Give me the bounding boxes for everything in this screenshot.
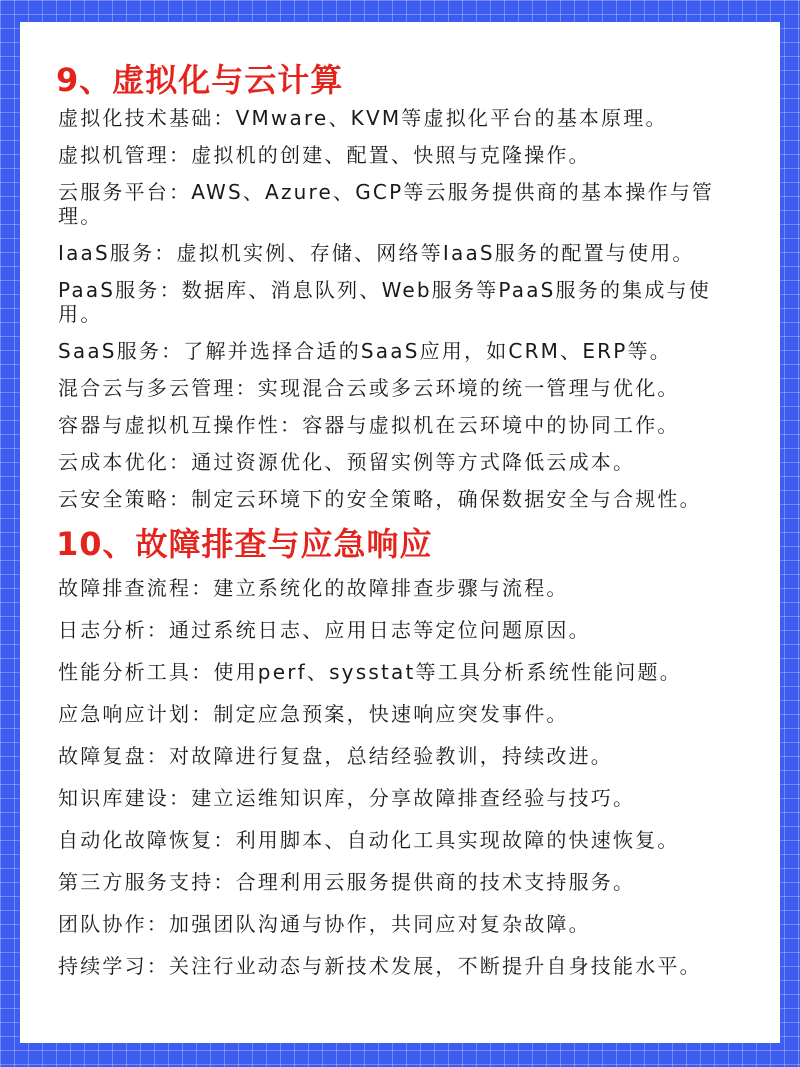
list-item: 日志分析：通过系统日志、应用日志等定位问题原因。 — [58, 618, 591, 642]
section-title: 10、故障排查与应急响应 — [56, 525, 433, 563]
list-item: 第三方服务支持：合理利用云服务提供商的技术支持服务。 — [58, 870, 636, 894]
list-item: 团队协作：加强团队沟通与协作，共同应对复杂故障。 — [58, 912, 591, 936]
list-item: 虚拟化技术基础：VMware、KVM等虚拟化平台的基本原理。 — [58, 106, 668, 130]
list-item: 故障排查流程：建立系统化的故障排查步骤与流程。 — [58, 576, 569, 600]
section-virtualization-cloud — [58, 60, 760, 511]
list-item: 故障复盘：对故障进行复盘，总结经验教训，持续改进。 — [58, 744, 613, 768]
list-item: 容器与虚拟机互操作性：容器与虚拟机在云环境中的协同工作。 — [58, 413, 680, 437]
list-item: 云服务平台：AWS、Azure、GCP等云服务提供商的基本操作与管理。 — [58, 180, 715, 228]
list-item: 云成本优化：通过资源优化、预留实例等方式降低云成本。 — [58, 450, 636, 474]
list-item: SaaS服务：了解并选择合适的SaaS应用，如CRM、ERP等。 — [58, 339, 672, 363]
list-item: 性能分析工具：使用perf、sysstat等工具分析系统性能问题。 — [58, 660, 682, 684]
content-card — [20, 22, 780, 1043]
list-item: 应急响应计划：制定应急预案，快速响应突发事件。 — [58, 702, 569, 726]
list-item: 持续学习：关注行业动态与新技术发展，不断提升自身技能水平。 — [58, 954, 702, 978]
list-item: 云安全策略：制定云环境下的安全策略，确保数据安全与合规性。 — [58, 487, 702, 511]
section-title: 9、虚拟化与云计算 — [56, 61, 344, 99]
list-item: IaaS服务：虚拟机实例、存储、网络等IaaS服务的配置与使用。 — [58, 241, 695, 265]
list-item: 混合云与多云管理：实现混合云或多云环境的统一管理与优化。 — [58, 376, 680, 400]
section-troubleshooting-emergency — [58, 524, 760, 978]
list-item: 知识库建设：建立运维知识库，分享故障排查经验与技巧。 — [58, 786, 636, 810]
list-item: 自动化故障恢复：利用脚本、自动化工具实现故障的快速恢复。 — [58, 828, 680, 852]
list-item: 虚拟机管理：虚拟机的创建、配置、快照与克隆操作。 — [58, 143, 591, 167]
list-item: PaaS服务：数据库、消息队列、Web服务等PaaS服务的集成与使用。 — [58, 278, 711, 326]
